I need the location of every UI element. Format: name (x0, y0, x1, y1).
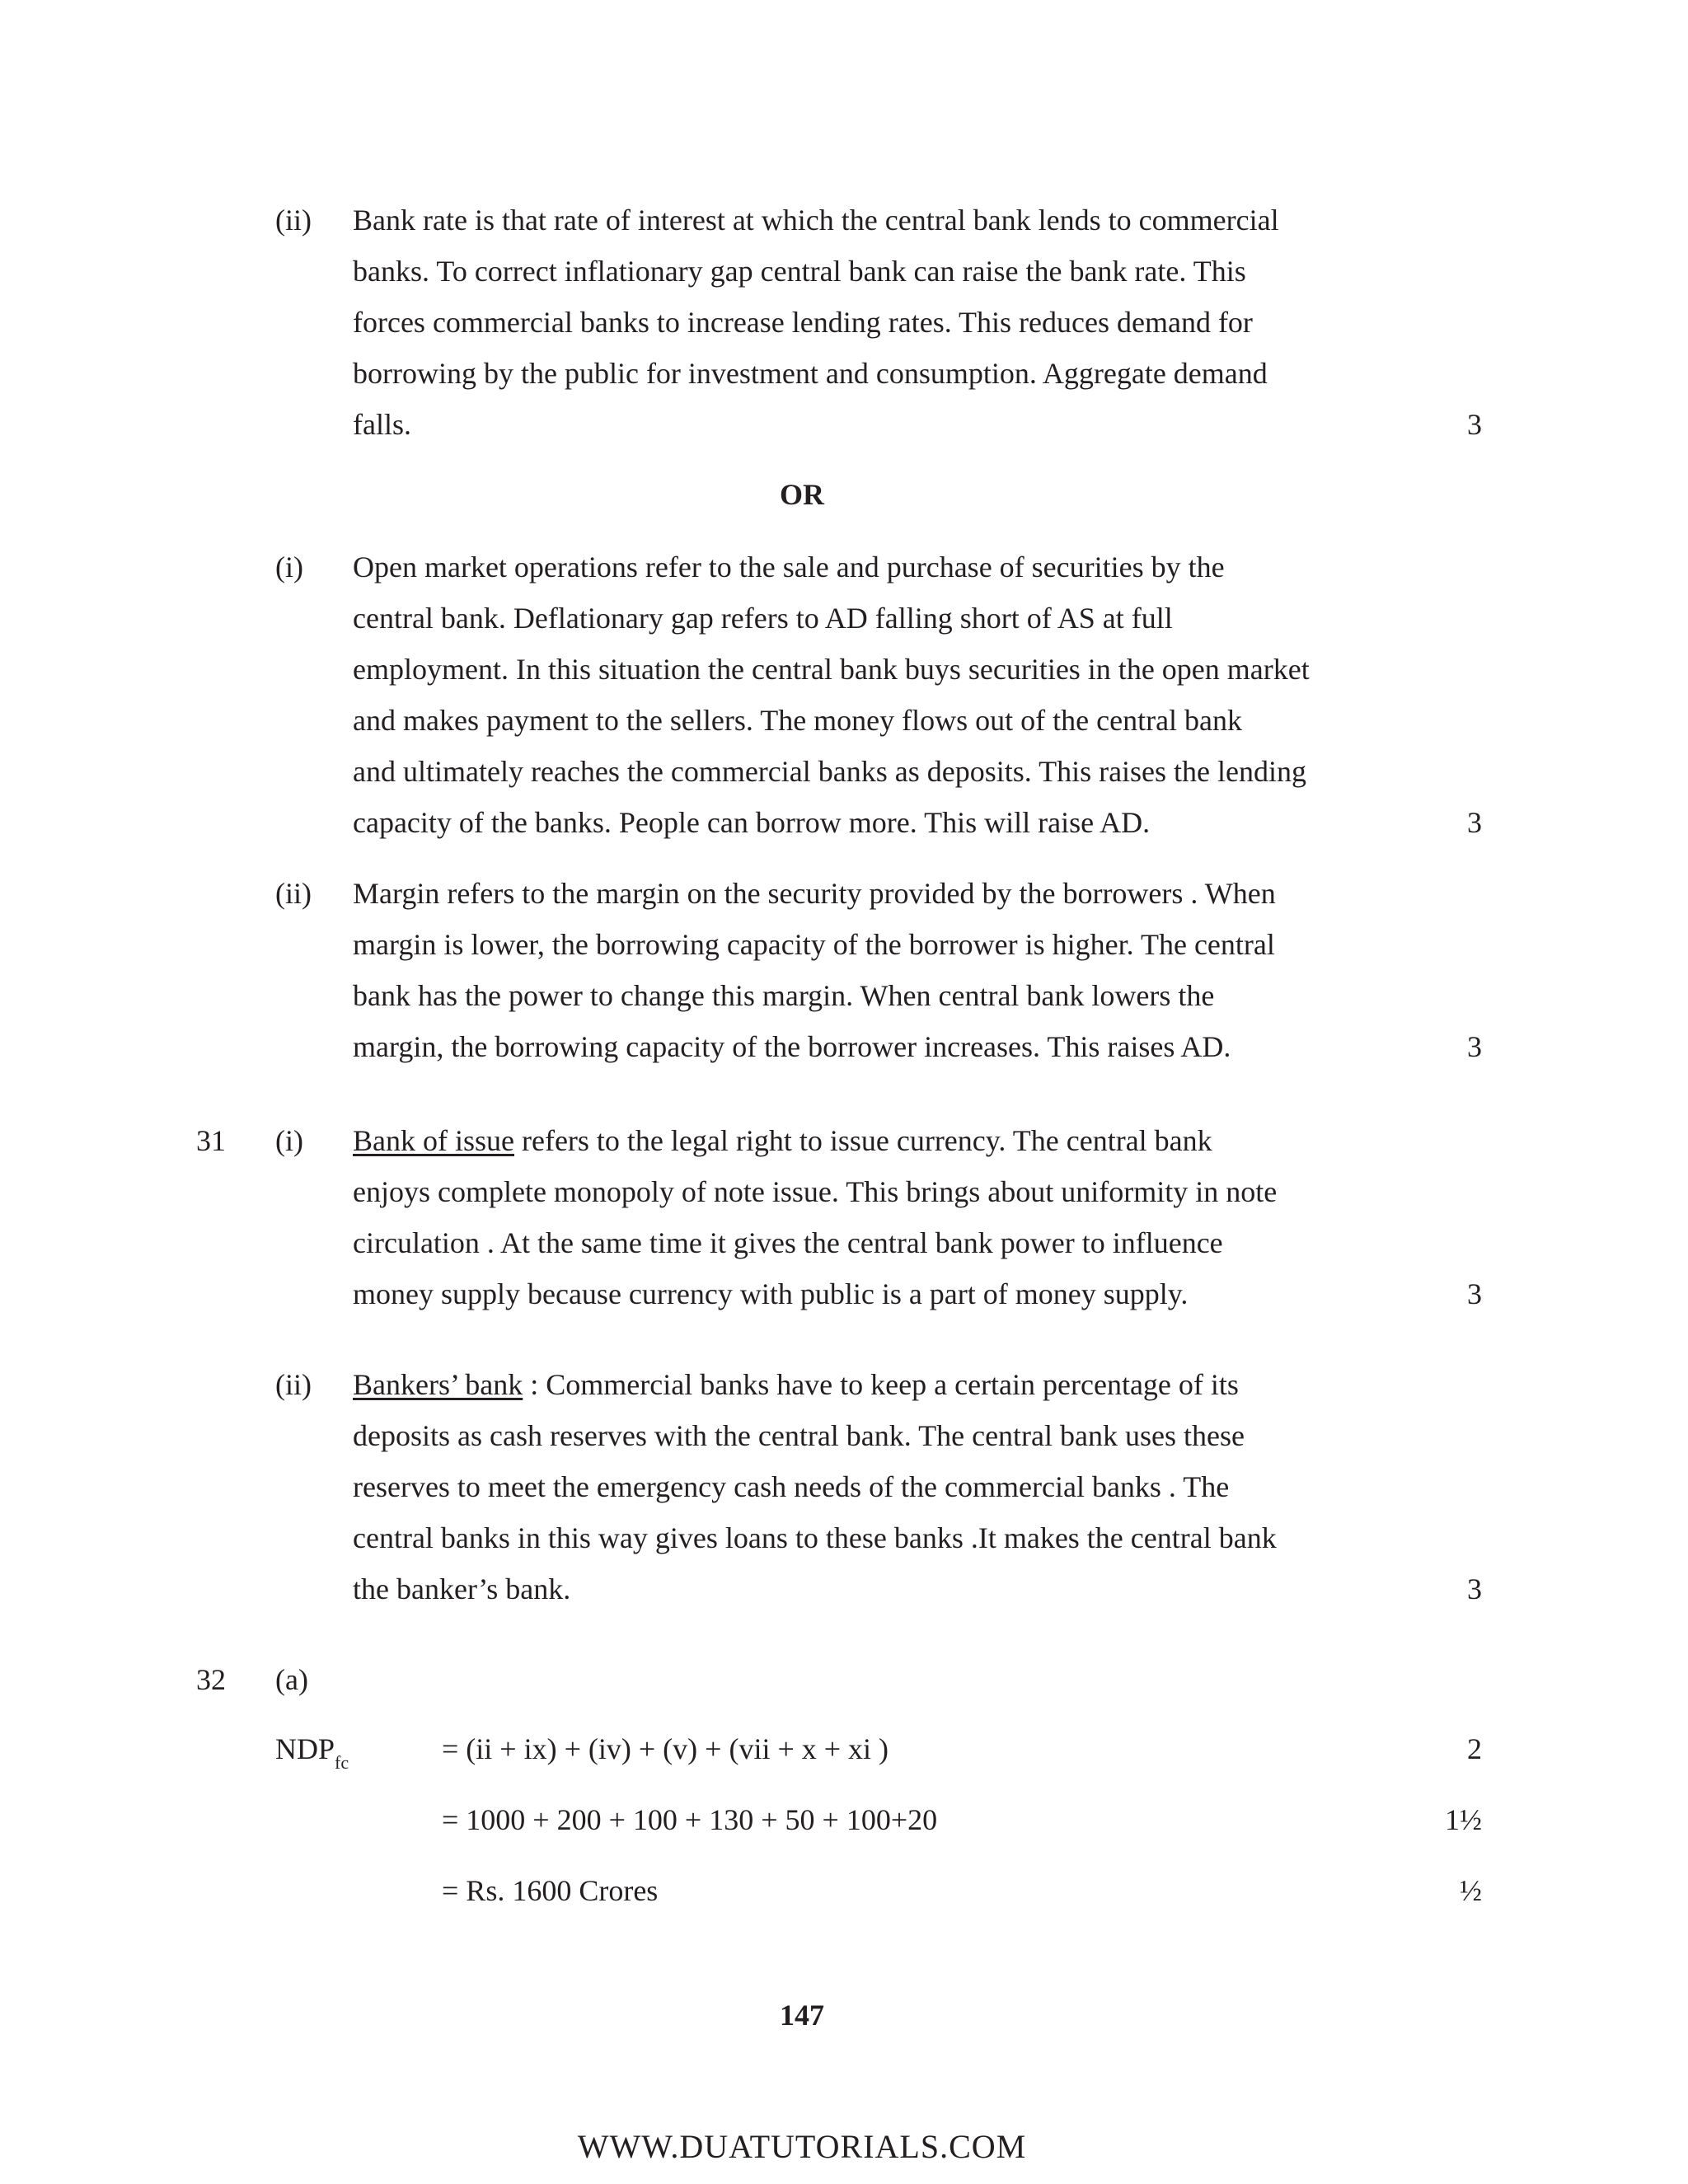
ndp-text: NDP (275, 1732, 335, 1765)
marks: 3 (1467, 1572, 1482, 1605)
question-number: 32 (196, 1663, 226, 1696)
item-label: (ii) (275, 877, 312, 910)
text-line: margin is lower, the borrowing capacity of the borrower is higher. The central (353, 928, 1275, 961)
text-line: central bank. Deflationary gap refers to AD falling short of AS at full (353, 602, 1173, 635)
text-line: Open market operations refer to the sale and purchase of securities by the (353, 551, 1225, 583)
text-line: banks. To correct inflationary gap central bank can raise the bank rate. This (353, 255, 1246, 288)
footer-url: WWW.DUATUTORIALS.COM (577, 2128, 1027, 2165)
equation-row: = 1000 + 200 + 100 + 130 + 50 + 100+20 (442, 1803, 938, 1836)
equation-row: = (ii + ix) + (iv) + (v) + (vii + x + xi ) (442, 1732, 889, 1765)
text-line (353, 1368, 1239, 1401)
item-label: (ii) (275, 1368, 312, 1401)
text-line: employment. In this situation the central bank buys securities in the open market (353, 653, 1310, 686)
text-line: the banker’s bank. (353, 1572, 571, 1605)
text-line: falls. (353, 408, 411, 441)
marks: ½ (1460, 1874, 1482, 1907)
text-line: Bank rate is that rate of interest at which the central bank lends to commercial (353, 204, 1279, 237)
text-line: capacity of the banks. People can borrow more. This will raise AD. (353, 806, 1151, 839)
item-label: (i) (275, 1124, 303, 1157)
question-number: 31 (196, 1124, 226, 1157)
marks: 3 (1467, 806, 1482, 839)
text-line: margin, the borrowing capacity of the borrower increases. This raises AD. (353, 1030, 1231, 1063)
text-line: reserves to meet the emergency cash needs of the commercial banks . The (353, 1470, 1230, 1503)
marks: 3 (1467, 1030, 1482, 1063)
or-heading: OR (780, 478, 824, 511)
marks: 3 (1467, 1277, 1482, 1310)
text-line: enjoys complete monopoly of note issue. This brings about uniformity in note (353, 1175, 1278, 1208)
text-line: deposits as cash reserves with the central bank. The central bank uses these (353, 1419, 1245, 1452)
text-line: central banks in this way gives loans to these banks .It makes the central bank (353, 1521, 1277, 1554)
item-label: (a) (275, 1663, 308, 1696)
ndp-subscript: fc (335, 1752, 349, 1773)
text-line: and makes payment to the sellers. The money flows out of the central bank (353, 704, 1243, 737)
marks: 3 (1467, 408, 1482, 441)
term-bankers-bank: Bankers’ bank (353, 1368, 523, 1401)
marks: 1½ (1445, 1803, 1482, 1836)
item-label: (i) (275, 551, 303, 583)
marks: 2 (1467, 1732, 1482, 1765)
item-label: (ii) (275, 204, 312, 237)
term-bank-of-issue: Bank of issue (353, 1124, 514, 1157)
text-line: money supply because currency with public is a part of money supply. (353, 1277, 1189, 1310)
text-fragment: : Commercial banks have to keep a certain percentage of its (523, 1368, 1239, 1401)
text-line (353, 1124, 1212, 1157)
text-line: and ultimately reaches the commercial banks as deposits. This raises the lending (353, 755, 1307, 788)
text-line: bank has the power to change this margin. When central bank lowers the (353, 979, 1215, 1012)
text-line: circulation . At the same time it gives the central bank power to influence (353, 1226, 1223, 1259)
text-line: forces commercial banks to increase lending rates. This reduces demand for (353, 306, 1253, 339)
ndp-label (275, 1732, 349, 1779)
equation-row: = Rs. 1600 Crores (442, 1874, 659, 1907)
text-line: Margin refers to the margin on the security provided by the borrowers . When (353, 877, 1276, 910)
text-line: borrowing by the public for investment and consumption. Aggregate demand (353, 357, 1268, 390)
page-number: 147 (780, 1999, 824, 2032)
text-fragment: refers to the legal right to issue currency. The central bank (513, 1124, 1212, 1157)
